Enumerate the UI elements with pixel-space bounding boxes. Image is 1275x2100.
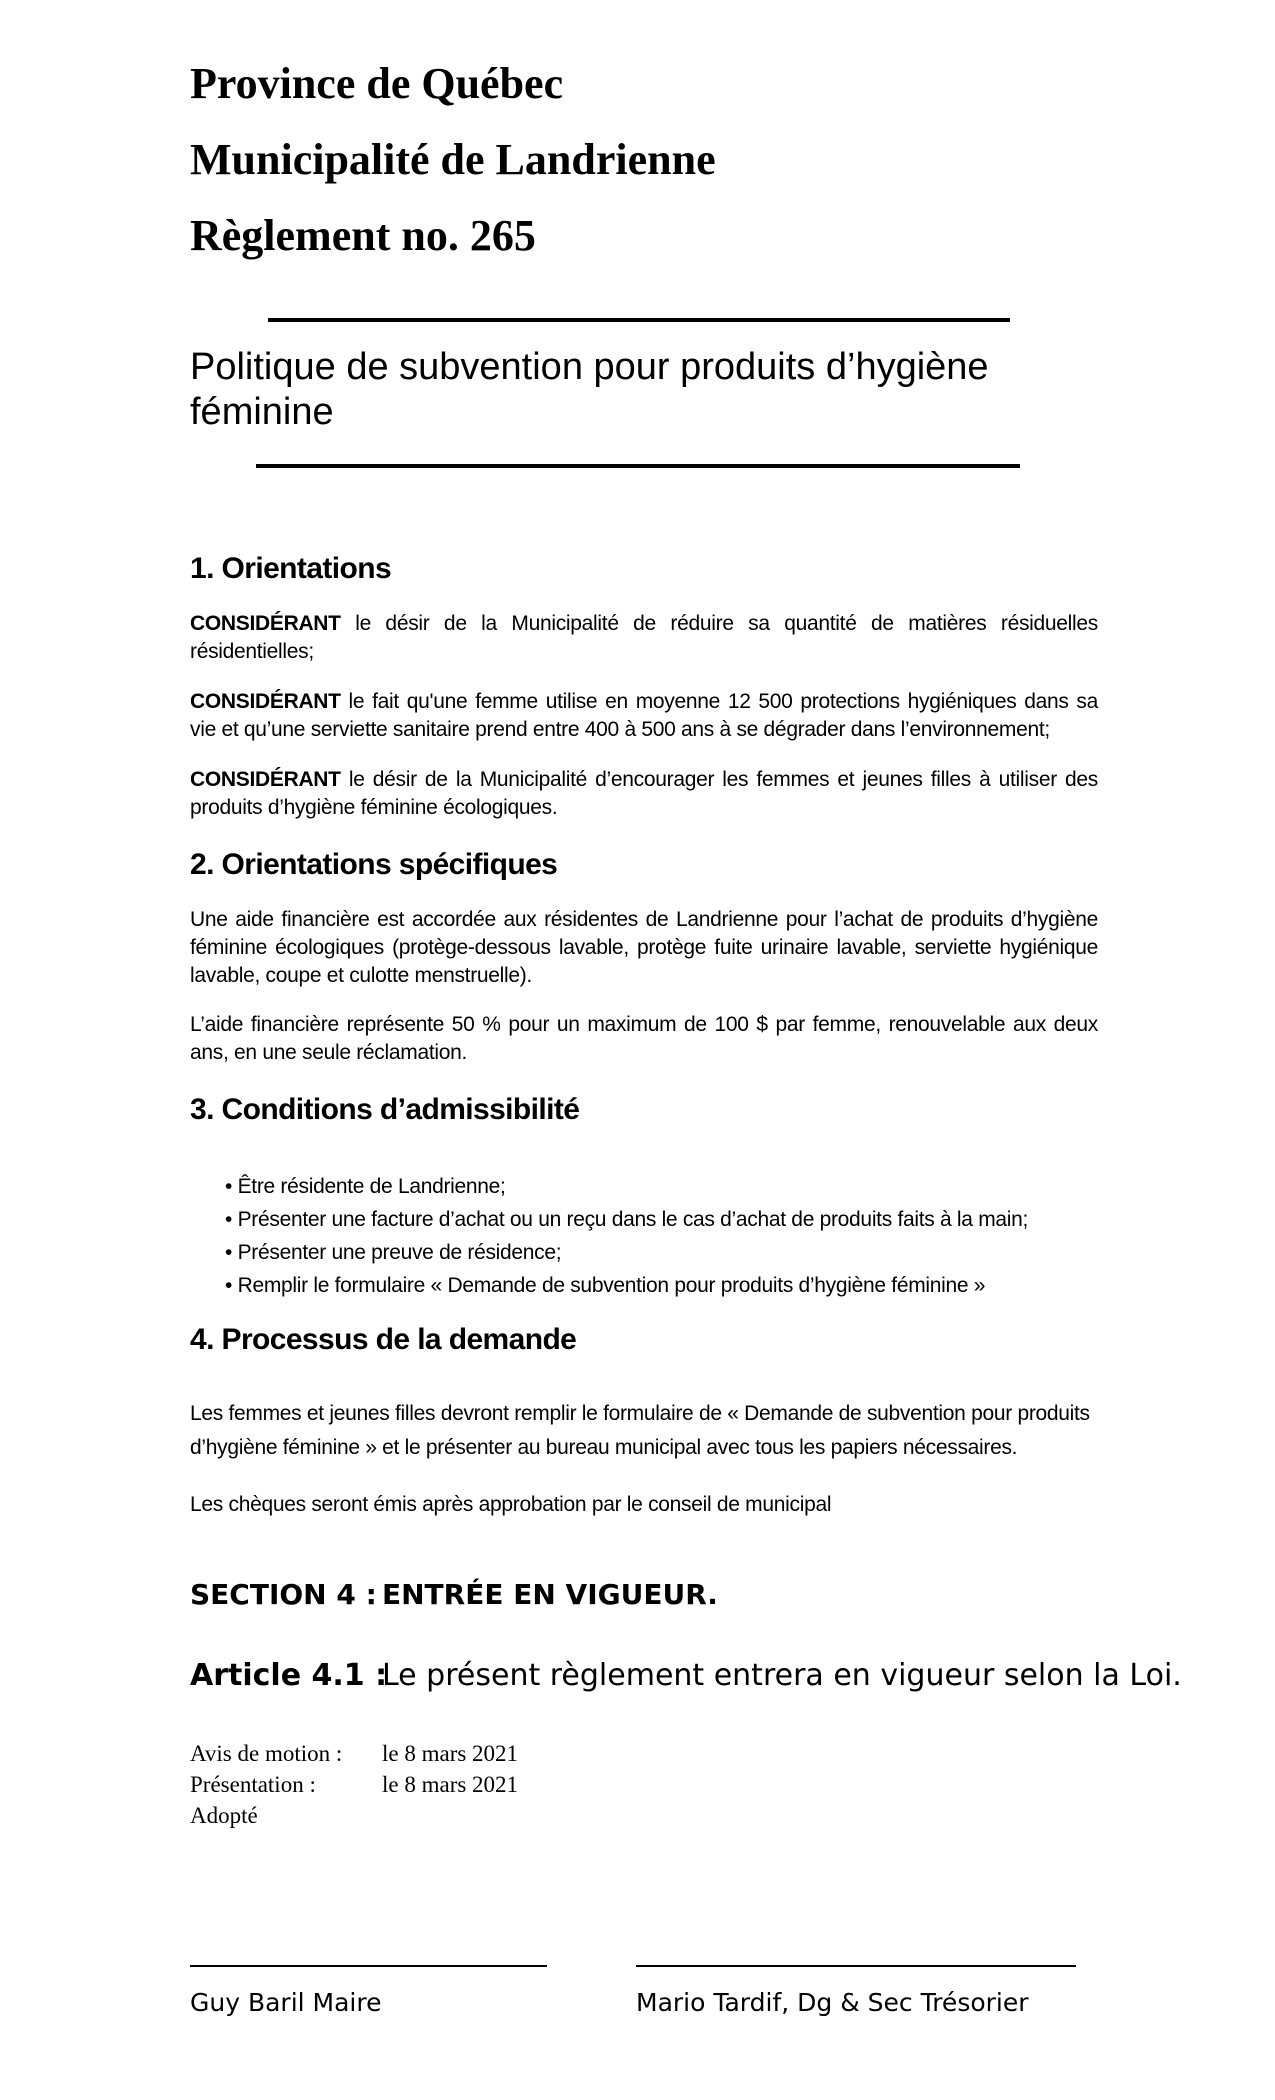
considerant-label: CONSIDÉRANT [190, 768, 341, 791]
title-top-rule [268, 318, 1010, 322]
eligibility-list [225, 1170, 1028, 1302]
title-bottom-rule [256, 464, 1020, 468]
signature-line-left [190, 1965, 547, 1967]
motion-label: Avis de motion : [190, 1741, 343, 1766]
signature-line-right [636, 1965, 1076, 1967]
adoption-dates [190, 1738, 518, 1831]
motion-date: le 8 mars 2021 [382, 1741, 519, 1766]
director-signature-name: Mario Tardif, Dg & Sec Trésorier [636, 1988, 1029, 2017]
province-heading: Province de Québec [190, 59, 564, 108]
considerant-text: le désir de la Municipalité de réduire sa quantité de matières résiduelles résidentielles; [190, 612, 1098, 663]
article-4-1 [190, 1658, 1182, 1693]
presentation-row [190, 1769, 518, 1800]
presentation-label: Présentation : [190, 1772, 316, 1797]
adopted-label: Adopté [190, 1803, 258, 1828]
considerant-label: CONSIDÉRANT [190, 690, 341, 713]
section-2-paragraph-1: Une aide financière est accordée aux résidentes de Landrienne pour l’achat de produits d’hygiène féminine écologiques (protège-dessous lavable, protège fuite urinaire lavable, serviette hygiénique lavable, coupe et culotte menstruelle). [190, 908, 1098, 987]
section-2-heading: 2. Orientations spécifiques [190, 848, 558, 881]
section-3-heading: 3. Conditions d’admissibilité [190, 1093, 580, 1126]
considerant-text: le fait qu'une femme utilise en moyenne 12 500 protections hygiéniques dans sa vie et qu’une serviette sanitaire prend entre 400 à 500 ans à se dégrader dans l’environnement; [190, 690, 1098, 741]
presentation-date: le 8 mars 2021 [382, 1772, 519, 1797]
section-1-heading: 1. Orientations [190, 552, 392, 585]
section-4-title: ENTRÉE EN VIGUEUR. [382, 1578, 718, 1611]
mayor-signature-name: Guy Baril Maire [190, 1988, 382, 2017]
municipality-heading: Municipalité de Landrienne [190, 135, 716, 184]
cheques-paragraph: Les chèques seront émis après approbation par le conseil de municipal [190, 1493, 832, 1516]
section-4-process-heading: 4. Processus de la demande [190, 1323, 577, 1356]
process-paragraph: Les femmes et jeunes filles devront remplir le formulaire de « Demande de subvention pour produits d’hygiène féminine » et le présenter au bureau municipal avec tous les papiers nécessaires. [190, 1402, 1090, 1459]
adopted-row [190, 1800, 518, 1831]
section-4-entry-heading [190, 1578, 718, 1611]
considerant-paragraph-2 [190, 688, 1098, 744]
list-item: • Être résidente de Landrienne; [225, 1175, 506, 1198]
considerant-label: CONSIDÉRANT [190, 612, 341, 635]
considerant-paragraph-3 [190, 766, 1098, 822]
list-item: • Présenter une facture d’achat ou un reçu dans le cas d’achat de produits faits à la main; [225, 1208, 1029, 1231]
list-item: • Présenter une preuve de résidence; [225, 1241, 562, 1264]
bylaw-number-heading: Règlement no. 265 [190, 211, 536, 260]
article-text: Le présent règlement entrera en vigueur selon la Loi. [382, 1658, 1182, 1693]
considerant-text: le désir de la Municipalité d’encourager les femmes et jeunes filles à utiliser des produits d’hygiène féminine écologiques. [190, 768, 1098, 819]
policy-title: Politique de subvention pour produits d’hygiène féminine [190, 346, 989, 433]
motion-row [190, 1738, 518, 1769]
section-2-paragraph-2: L’aide financière représente 50 % pour un maximum de 100 $ par femme, renouvelable aux deux ans, en une seule réclamation. [190, 1013, 1098, 1064]
list-item: • Remplir le formulaire « Demande de subvention pour produits d’hygiène féminine » [225, 1274, 986, 1297]
article-label: Article 4.1 : [190, 1658, 388, 1693]
considerant-paragraph-1 [190, 610, 1098, 666]
section-4-label: SECTION 4 : [190, 1578, 377, 1611]
